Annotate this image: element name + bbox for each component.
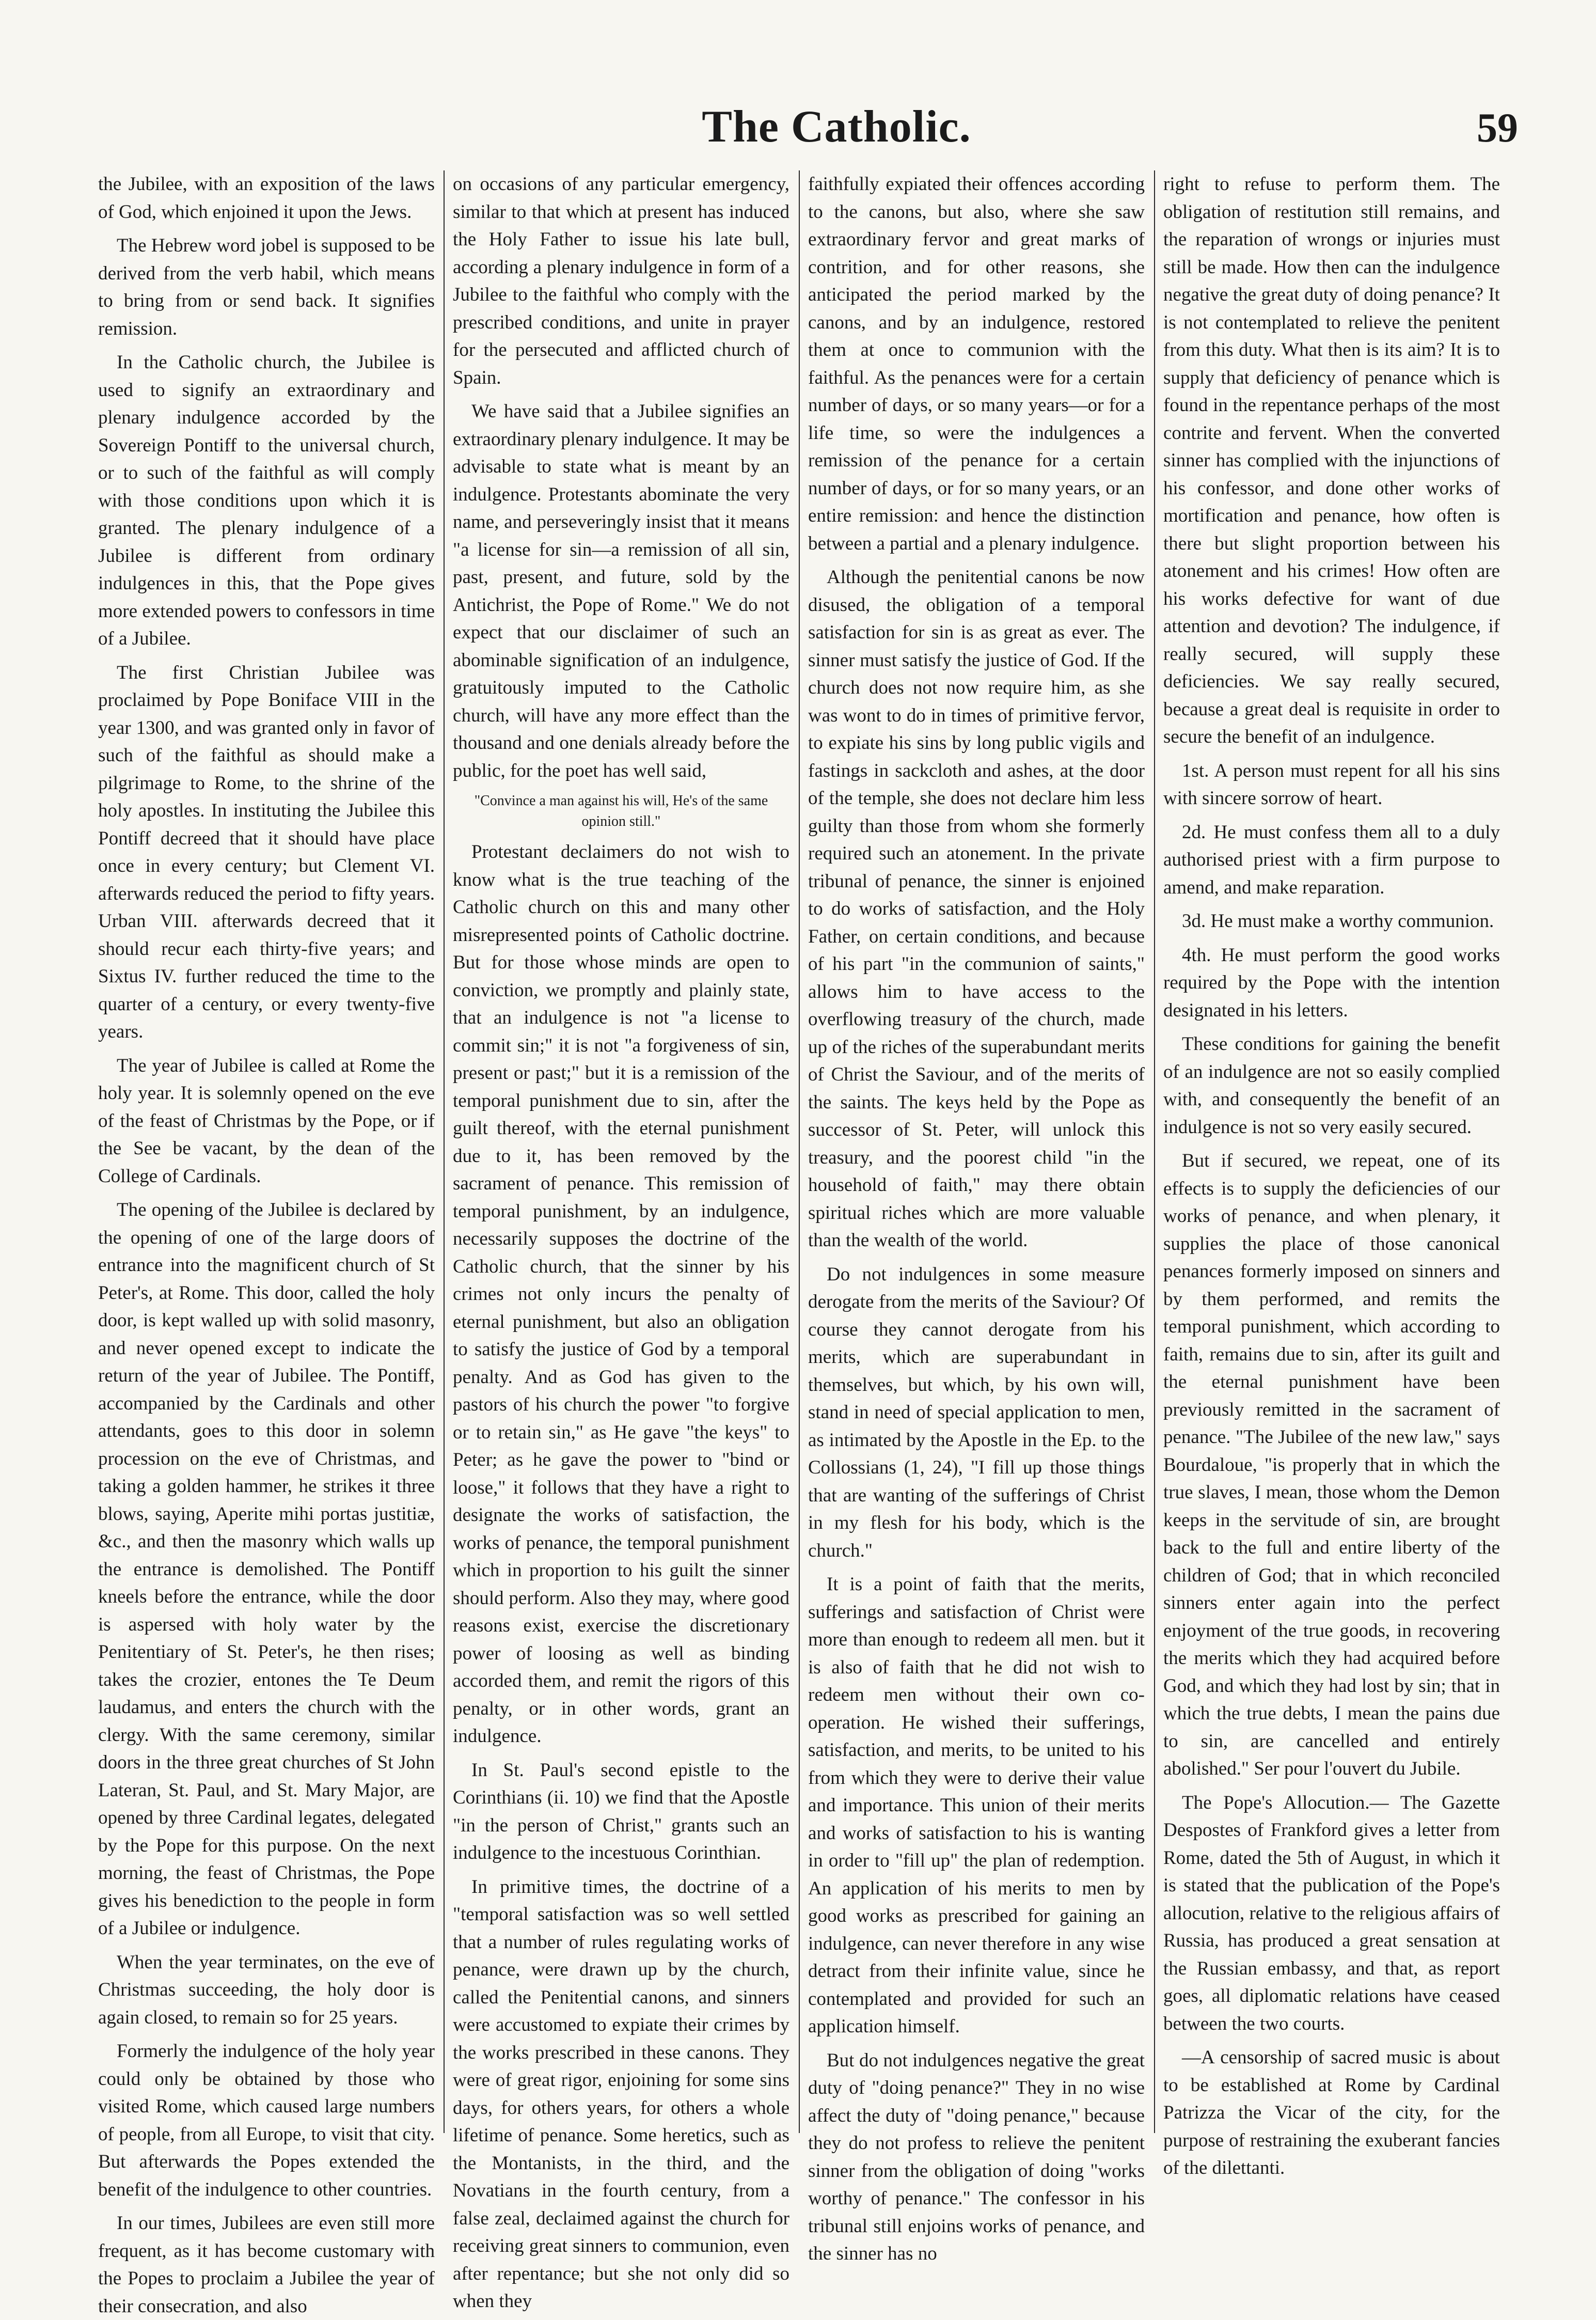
- column-divider: [799, 170, 800, 2133]
- paragraph: The Pope's Allocution.— The Gazette Despostes of Frankford gives a letter from Rome, dated the 5th of August, in which it is stated that the publication of the Pope's allocution, relative to the religious affairs of Russia, has produced a great sensation at the Russian embassy, and that, as report goes, all diplomatic relations have ceased between the two courts.: [1163, 1792, 1500, 2034]
- paragraph: These conditions for gaining the benefit of an indulgence are not so easily complied with, and consequently the benefit of an indulgence is not so very easily secured.: [1163, 1033, 1500, 1138]
- paragraph: The opening of the Jubilee is declared by the opening of one of the large doors of entrance into the magnificent church of St Peter's, at Rome. This door, called the holy door, is kept walled up with solid masonry, and never opened except to indicate the return of the year of Jubilee. The Pontiff, accompanied by the Cardinals and other attendants, goes to this door in solemn procession on the eve of Christmas, and taking a golden hammer, he strikes it three blows, saying, Aperite mihi portas justitiæ, &c., and then the masonry which walls up the entrance is demolished. The Pontiff kneels before the entrance, while the door is aspersed with holy water by the Penitentiary of St. Peter's, he then rises; takes the crozier, entones the Te Deum laudamus, and enters the church with the clergy. With the same ceremony, similar doors in the three great churches of St John Lateran, St. Paul, and St. Mary Major, are opened by three Cardinal legates, delegated by the Pope for this purpose. On the next morning, the feast of Christmas, the Pope gives his benediction to the people in form of a Jubilee or indulgence.: [98, 1199, 435, 1939]
- paragraph: 3d. He must make a worthy communion.: [1182, 911, 1494, 932]
- paragraph: Formerly the indulgence of the holy year could only be obtained by those who visited Rome, which caused large numbers of people, from all Europe, to visit that city. But afterwards the Popes extended the benefit of the indulgence to other countries.: [98, 2041, 435, 2200]
- column-1: [98, 170, 435, 2317]
- paragraph: on occasions of any particular emergency, similar to that which at present has induced the Holy Father to issue his late bull, according a plenary indulgence in form of a Jubilee to the faithful who comply with the prescribed conditions, and unite in prayer for the persecuted and afflicted church of Spain.: [453, 174, 789, 388]
- page-number: 59: [1477, 105, 1518, 151]
- column-divider: [1154, 170, 1155, 2133]
- paragraph: 1st. A person must repent for all his sins with sincere sorrow of heart.: [1163, 760, 1500, 809]
- paragraph: Do not indulgences in some measure derogate from the merits of the Saviour? Of course they cannot derogate from his merits, which are superabundant in themselves, but which, by his own will, stand in need of special application to men, as intimated by the Apostle in the Ep. to the Collossians (1, 24), "I fill up those things that are wanting of the sufferings of Christ in my flesh for his body, which is the church.": [808, 1263, 1145, 1561]
- paragraph: But do not indulgences negative the great duty of "doing penance?" They in no wise affect the duty of "doing penance," because they do not profess to relieve the penitent sinner from the obligation of doing "works worthy of penance." The confessor in his tribunal still enjoins works of penance, and the sinner has no: [808, 2049, 1145, 2264]
- paragraph: The first Christian Jubilee was proclaimed by Pope Boniface VIII in the year 1300, and was granted only in favor of such of the faithful as should make a pilgrimage to Rome, to the shrine of the holy apostles. In instituting the Jubilee this Pontiff decreed that it should have place once in every century; but Clement VI. afterwards reduced the period to fifty years. Urban VIII. afterwards decreed that it should recur each thirty-five years; and Sixtus IV. further reduced the time to the quarter of a century, or every twenty-five years.: [98, 662, 435, 1042]
- columns-container: [98, 170, 1503, 2317]
- paragraph: When the year terminates, on the eve of Christmas succeeding, the holy door is again closed, to remain so for 25 years.: [98, 1951, 435, 2028]
- paragraph: The year of Jubilee is called at Rome the holy year. It is solemnly opened on the eve of the feast of Christmas by the Pope, or if the See be vacant, by the dean of the College of Cardinals.: [98, 1055, 435, 1187]
- column-2: [453, 170, 789, 2312]
- paragraph: Protestant declaimers do not wish to know what is the true teaching of the Catholic church on this and many other misrepresented points of Catholic doctrine. But for those whose minds are open to conviction, we promptly and plainly state, that an indulgence is not "a license to commit sin;" it is not "a forgiveness of sin, present or past;" but it is a remission of the temporal punishment due to sin, after the guilt thereof, with the eternal punishment due to it, has been removed by the sacrament of penance. This remission of temporal punishment, by an indulgence, necessarily supposes the doctrine of the Catholic church, that the sinner by his crimes not only incurs the penalty of eternal punishment, but also an obligation to satisfy the justice of God by a temporal penalty. And as God has given to the pastors of his church the power "to forgive or to retain sin," as He gave "the keys" to Peter; as he gave the power to "bind or loose," it follows that they have a right to designate the works of satisfaction, the works of penance, the temporal punishment which in proportion to his guilt the sinner should perform. Also they may, where good reasons exist, exercise the discretionary power of loosing as well as binding accorded them, and remit the rigors of this penalty, or in other words, grant an indulgence.: [453, 841, 789, 1747]
- paragraph: the Jubilee, with an exposition of the laws of God, which enjoined it upon the Jews.: [98, 174, 435, 223]
- masthead: [155, 90, 1518, 163]
- column-4: [1163, 170, 1500, 2178]
- column-divider: [444, 170, 445, 2133]
- paragraph: We have said that a Jubilee signifies an extraordinary plenary indulgence. It may be advisable to state what is meant by an indulgence. Protestants abominate the very name, and perseveringly insist that it means "a license for sin—a remission of all sin, past, present, and future, sold by the Antichrist, the Pope of Rome." We do not expect that our disclaimer of such an abominable signification of an indulgence, gratuitously imputed to the Catholic church, will have any more effect than the thousand and one denials already before the public, for the poet has well said,: [453, 401, 789, 781]
- column-3: [808, 170, 1145, 2264]
- paragraph: In our times, Jubilees are even still more frequent, as it has become customary with the Popes to proclaim a Jubilee the year of their consecration, and also: [98, 2213, 435, 2317]
- paragraph: —A censorship of sacred music is about to be established at Rome by Cardinal Patrizza the Vicar of the city, for the purpose of restraining the exuberant fancies of the dilettanti.: [1163, 2047, 1500, 2178]
- paragraph: But if secured, we repeat, one of its effects is to supply the deficiencies of our works of penance, and when plenary, it supplies the place of those canonical penances formerly imposed on sinners and by them performed, and remits the temporal punishment, which according to faith, remains due to sin, after its guilt and the eternal punishment have been previously remitted in the sacrament of penance. "The Jubilee of the new law," says Bourdaloue, "is properly that in which the true slaves, I mean, those whom the Demon keeps in the servitude of sin, are brought back to the full and entire liberty of the children of God; that in which reconciled sinners enter again into the perfect enjoyment of the true goods, in recovering the merits which they had acquired before God, and which they had lost by sin; that in which the true debts, I mean the pains due to sin, are cancelled and entirely abolished." Ser pour l'ouvert du Jubile.: [1163, 1150, 1500, 1779]
- paragraph: 4th. He must perform the good works required by the Pope with the intention designated in his letters.: [1163, 944, 1500, 1021]
- paragraph: The Hebrew word jobel is supposed to be derived from the verb habil, which means to bring from or send back. It signifies remission.: [98, 235, 435, 339]
- paragraph: In the Catholic church, the Jubilee is used to signify an extraordinary and plenary indulgence accorded by the Sovereign Pontiff to the universal church, or to such of the faithful as will comply with those conditions upon which it is granted. The plenary indulgence of a Jubilee is different from ordinary indulgences in this, that the Pope gives more extended powers to confessors in time of a Jubilee.: [98, 352, 435, 649]
- verse-quote: "Convince a man against his will, He's of the same opinion still.": [474, 793, 768, 829]
- paragraph: 2d. He must confess them all to a duly authorised priest with a firm purpose to amend, and make reparation.: [1163, 821, 1500, 898]
- paragraph: Although the penitential canons be now disused, the obligation of a temporal satisfaction for sin is as great as ever. The sinner must satisfy the justice of God. If the church does not now require him, as she was wont to do in times of primitive fervor, to expiate his sins by long public vigils and fastings in sackcloth and ashes, at the door of the temple, she does not declare him less guilty than those from whom she formerly required such an atonement. In the private tribunal of penance, the sinner is enjoined to do works of satisfaction, and the Holy Father, on certain conditions, and because of his part "in the communion of saints," allows him to have access to the overflowing treasury of the church, made up of the riches of the superabundant merits of Christ the Saviour, and of the merits of the saints. The keys held by the Pope as successor of St. Peter, will unlock this treasury, and the poorest child "in the household of faith," may there obtain spiritual riches which are more valuable than the wealth of the world.: [808, 567, 1145, 1251]
- paragraph: faithfully expiated their offences according to the canons, but also, where she saw extraordinary fervor and great marks of contrition, and for other reasons, she anticipated the period marked by the canons, and by an indulgence, restored them at once to communion with the faithful. As the penances were for a certain number of days, or so many years—or for a life time, so were the indulgences a remission of the penance for a certain number of days, or for so many years, or an entire remission: and hence the distinction between a partial and a plenary indulgence.: [808, 174, 1145, 554]
- paragraph: In primitive times, the doctrine of a "temporal satisfaction was so well settled that a number of rules regulating works of penance, were drawn up by the church, called the Penitential canons, and sinners were accustomed to expiate their crimes by the works prescribed in these canons. They were of great rigor, enjoining for some sins days, for others years, for others a whole lifetime of penance. Some heretics, such as the Montanists, in the third, and the Novatians in the fourth century, from a false zeal, declaimed against the church for receiving great sinners to communion, even after repentance; but she not only did so when they: [453, 1876, 789, 2312]
- paragraph: right to refuse to perform them. The obligation of restitution still remains, and the reparation of wrongs or injuries must still be made. How then can the indulgence negative the great duty of doing penance? It is not contemplated to relieve the penitent from this duty. What then is its aim? It is to supply that deficiency of penance which is found in the repentance perhaps of the most contrite and fervent. When the converted sinner has complied with the injunctions of his confessor, and done other works of mortification and penance, how often is there but slight proportion between his atonement and his crimes! How often are his works defective for want of due attention and devotion? The indulgence, if really secured, will supply these deficiencies. We say really secured, because a great deal is requisite in order to secure the benefit of an indulgence.: [1163, 174, 1500, 747]
- paragraph: It is a point of faith that the merits, sufferings and satisfaction of Christ were more than enough to redeem all men. but it is also of faith that he did not wish to redeem men without their own co-operation. He wished their sufferings, satisfaction, and merits, to be united to his from which they were to derive their value and importance. This union of their merits and works of satisfaction to his is wanting in order to "fill up" the plan of redemption. An application of his merits to men by good works as prescribed for gaining an indulgence, can never therefore in any wise detract from their infinite value, since he contemplated and provided for such an application himself.: [808, 1574, 1145, 2037]
- paragraph: In St. Paul's second epistle to the Corinthians (ii. 10) we find that the Apostle "in the person of Christ," grants such an indulgence to the incestuous Corinthian.: [453, 1759, 789, 1863]
- page-title: The Catholic.: [702, 102, 971, 152]
